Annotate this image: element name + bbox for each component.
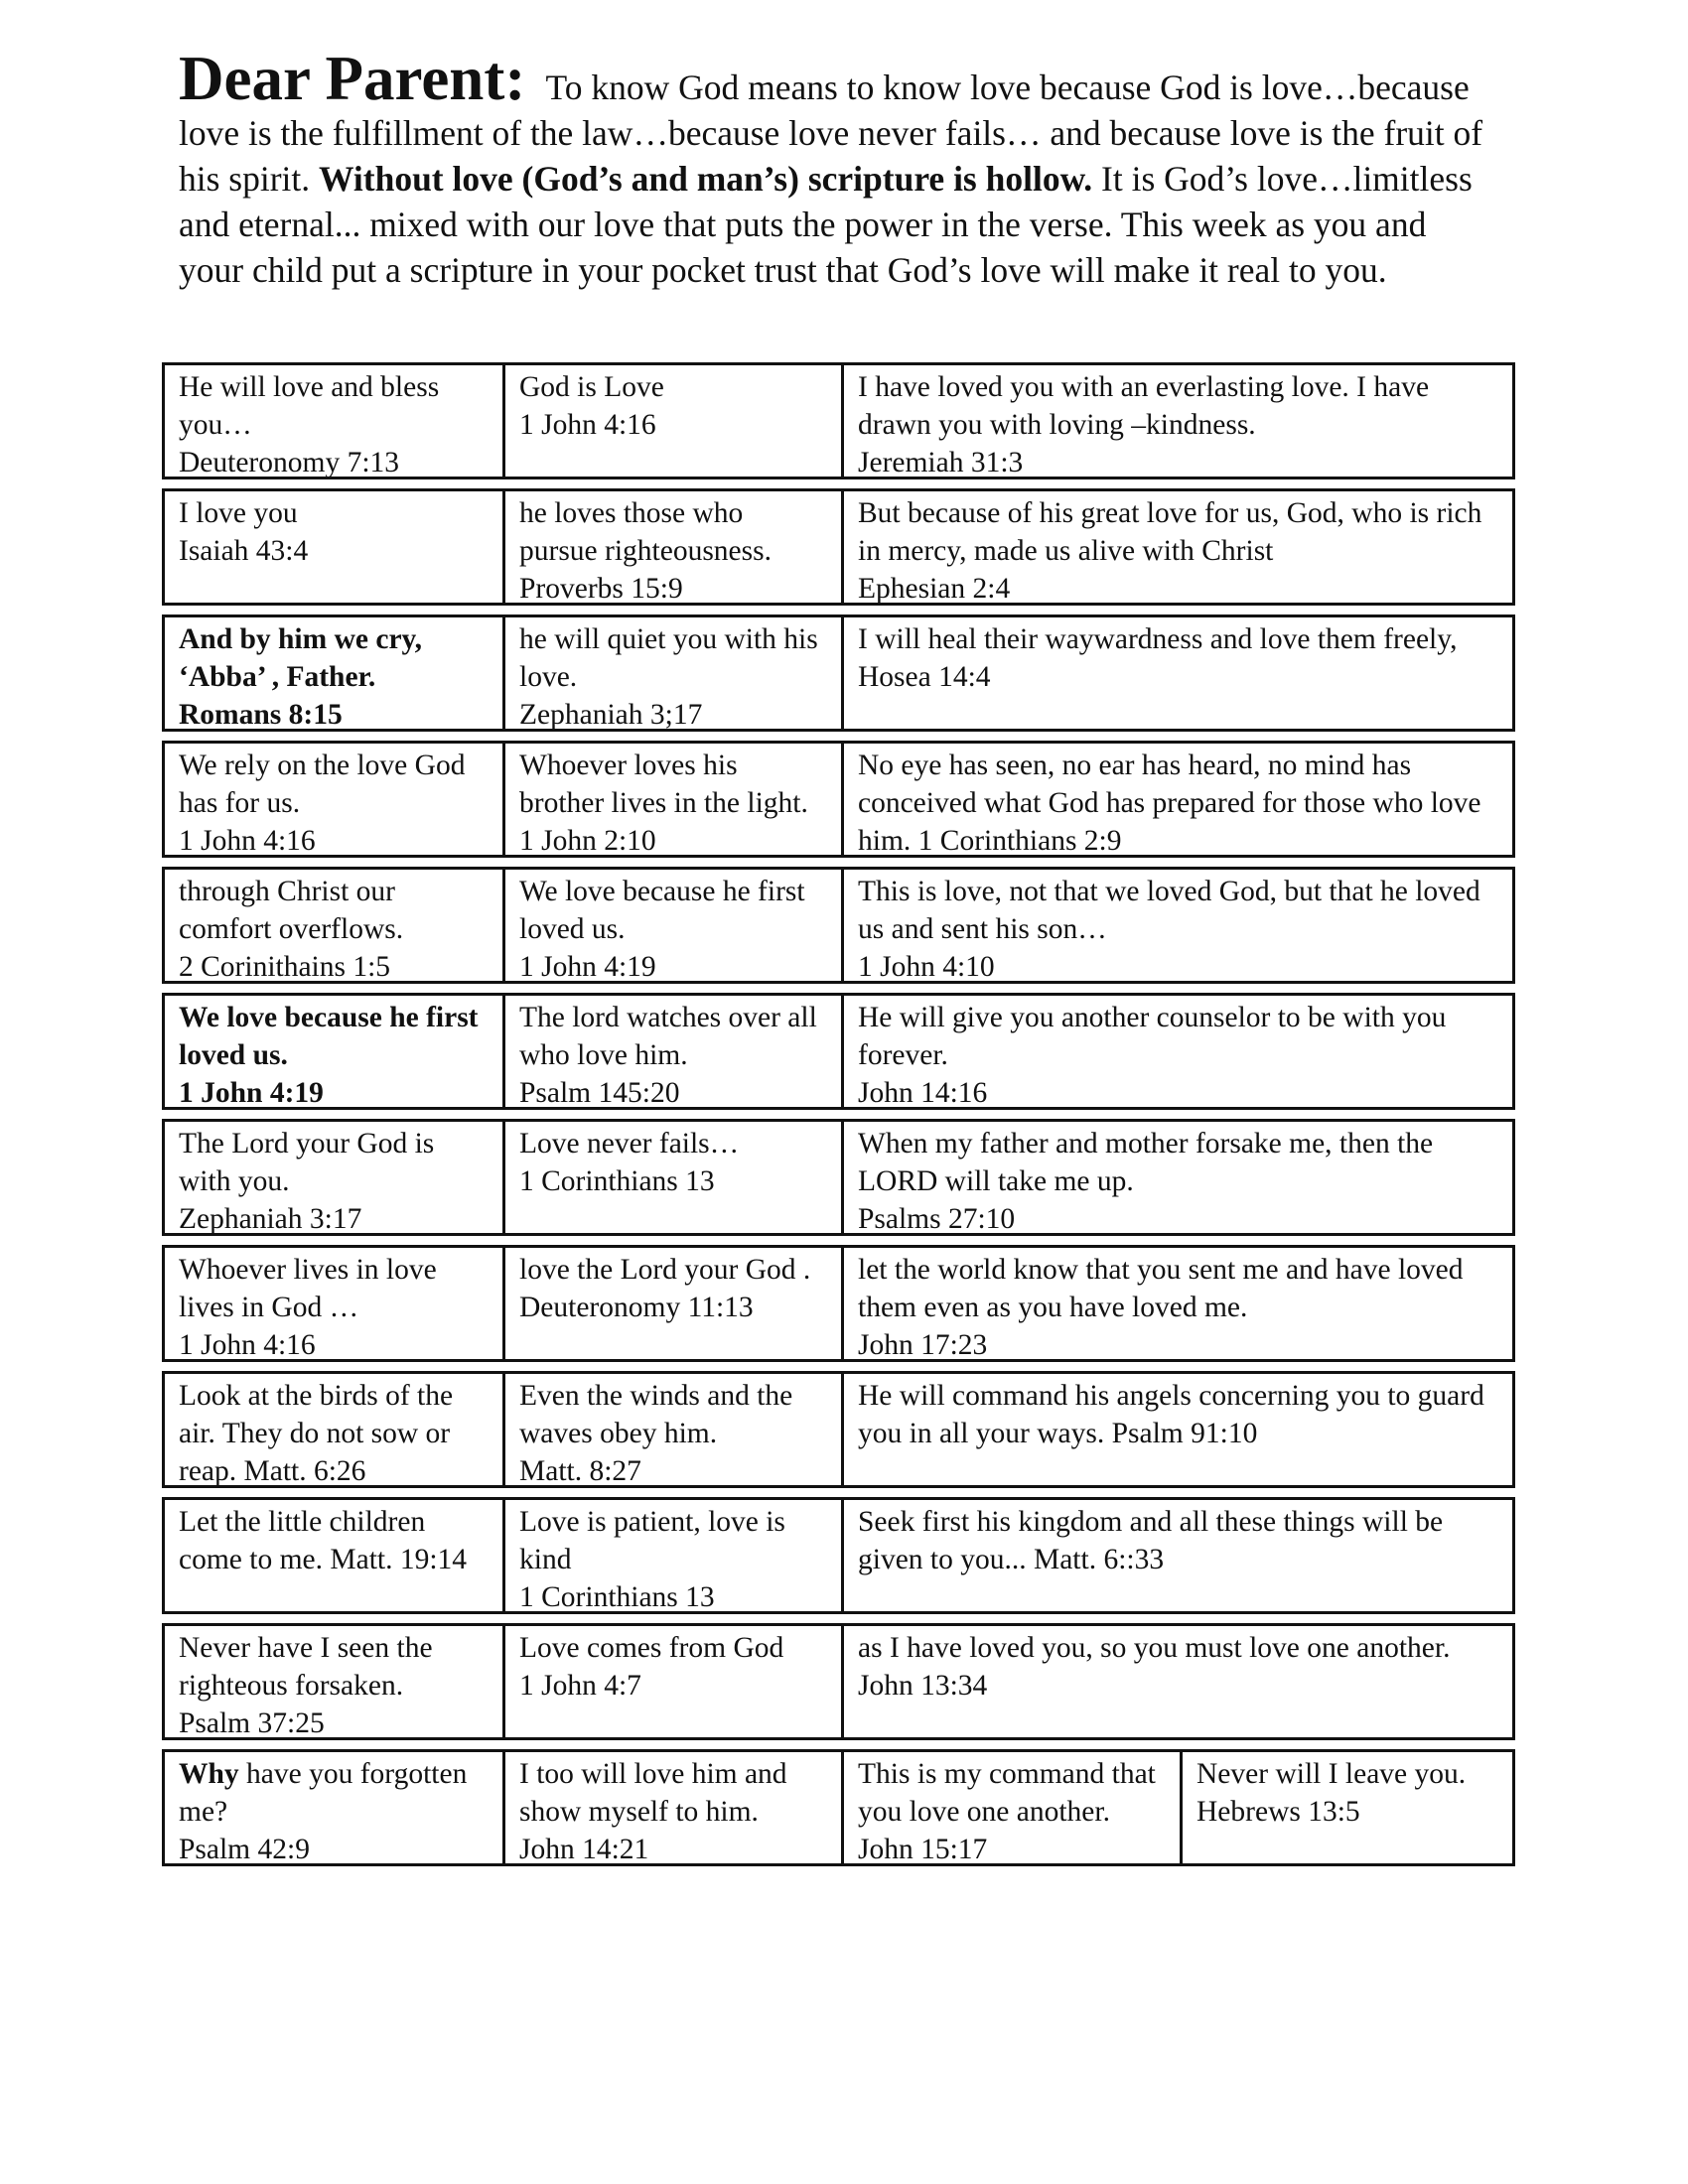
scripture-card-bold: We love because he first loved us. 1 John 4:19 bbox=[179, 1002, 479, 1107]
scripture-row bbox=[162, 362, 1515, 479]
scripture-card: We love because he first loved us. 1 John 4:19 bbox=[502, 870, 841, 981]
scripture-card: I have loved you with an everlasting love. I have drawn you with loving –kindness. Jeremiah 31:3 bbox=[841, 365, 1515, 477]
scripture-row bbox=[162, 1497, 1515, 1614]
scripture-row bbox=[162, 867, 1515, 984]
scripture-card-text: have you forgotten me? Psalm 42:9 bbox=[179, 1758, 468, 1863]
scripture-card: I too will love him and show myself to him. John 14:21 bbox=[502, 1752, 841, 1863]
scripture-card-bold: And by him we cry, ‘Abba’ , Father. Romans 8:15 bbox=[179, 623, 423, 729]
scripture-card: He will command his angels concerning you to guard you in all your ways. Psalm 91:10 bbox=[841, 1374, 1515, 1485]
scripture-card: God is Love 1 John 4:16 bbox=[502, 365, 841, 477]
scripture-card: Love comes from God 1 John 4:7 bbox=[502, 1626, 841, 1737]
scripture-card-grid bbox=[162, 362, 1515, 1875]
scripture-card: He will love and bless you… Deuteronomy 7:13 bbox=[179, 371, 440, 477]
scripture-card: No eye has seen, no ear has heard, no mind has conceived what God has prepared for those who love him. 1 Corinthians 2:9 bbox=[841, 744, 1515, 855]
scripture-row bbox=[162, 1371, 1515, 1488]
scripture-card: Love is patient, love is kind 1 Corinthians 13 bbox=[502, 1500, 841, 1611]
scripture-row bbox=[162, 993, 1515, 1110]
scripture-card: Whoever lives in love lives in God … 1 John 4:16 bbox=[179, 1254, 437, 1359]
scripture-card: This is my command that you love one another. John 15:17 bbox=[841, 1752, 1180, 1863]
letter-text-part-1: To know God means to know love because God is love…because love is the fulfillment of the law…because love never fails… and because love is the fruit of his spirit. bbox=[179, 68, 1483, 199]
scripture-row bbox=[162, 488, 1515, 606]
scripture-card: This is love, not that we loved God, but that he loved us and sent his son… 1 John 4:10 bbox=[841, 870, 1515, 981]
parent-letter bbox=[179, 44, 1499, 293]
scripture-card: Even the winds and the waves obey him. Matt. 8:27 bbox=[502, 1374, 841, 1485]
scripture-card: The lord watches over all who love him. Psalm 145:20 bbox=[502, 996, 841, 1107]
scripture-card: Love never fails… 1 Corinthians 13 bbox=[502, 1122, 841, 1233]
scripture-card: Whoever loves his brother lives in the light. 1 John 2:10 bbox=[502, 744, 841, 855]
scripture-row bbox=[162, 741, 1515, 858]
scripture-card: The Lord your God is with you. Zephaniah 3:17 bbox=[179, 1128, 435, 1233]
scripture-card: he will quiet you with his love. Zephaniah 3;17 bbox=[502, 617, 841, 729]
scripture-card: Never have I seen the righteous forsaken. Psalm 37:25 bbox=[179, 1632, 433, 1737]
scripture-card: Seek first his kingdom and all these things will be given to you... Matt. 6::33 bbox=[841, 1500, 1515, 1611]
scripture-row-last bbox=[162, 1749, 1515, 1866]
scripture-card bbox=[165, 1752, 502, 1863]
scripture-card: love the Lord your God . Deuteronomy 11:13 bbox=[502, 1248, 841, 1359]
scripture-card: he loves those who pursue righteousness. Proverbs 15:9 bbox=[502, 491, 841, 603]
scripture-card: let the world know that you sent me and have loved them even as you have loved me. John 17:23 bbox=[841, 1248, 1515, 1359]
scripture-row bbox=[162, 1623, 1515, 1740]
scripture-row bbox=[162, 1245, 1515, 1362]
scripture-card: Let the little children come to me. Matt. 19:14 bbox=[179, 1506, 468, 1575]
scripture-card: We rely on the love God has for us. 1 John 4:16 bbox=[179, 750, 466, 855]
scripture-row bbox=[162, 614, 1515, 732]
scripture-row bbox=[162, 1119, 1515, 1236]
scripture-card: When my father and mother forsake me, then the LORD will take me up. Psalms 27:10 bbox=[841, 1122, 1515, 1233]
scripture-card: But because of his great love for us, God, who is rich in mercy, made us alive with Christ Ephesian 2:4 bbox=[841, 491, 1515, 603]
scripture-card-bold-word: Why bbox=[179, 1758, 239, 1790]
scripture-card: I will heal their waywardness and love them freely, Hosea 14:4 bbox=[841, 617, 1515, 729]
scripture-card: I love you Isaiah 43:4 bbox=[179, 497, 309, 567]
scripture-card: Look at the birds of the air. They do not sow or reap. Matt. 6:26 bbox=[179, 1380, 454, 1485]
scripture-card: He will give you another counselor to be with you forever. John 14:16 bbox=[841, 996, 1515, 1107]
letter-heading: Dear Parent: bbox=[179, 44, 526, 113]
letter-text-bold: Without love (God’s and man’s) scripture is hollow. bbox=[319, 159, 1093, 199]
scripture-card: Never will I leave you. Hebrews 13:5 bbox=[1180, 1752, 1515, 1863]
scripture-card: through Christ our comfort overflows. 2 Corinithains 1:5 bbox=[179, 876, 404, 981]
scripture-card: as I have loved you, so you must love one another. John 13:34 bbox=[841, 1626, 1515, 1737]
letter-text-part-2: It is God’s love…limitless and eternal... mixed with our love that puts the power in the verse. This week as you and your child put a scripture in your pocket trust that God’s love will make it real to you. bbox=[179, 159, 1473, 290]
